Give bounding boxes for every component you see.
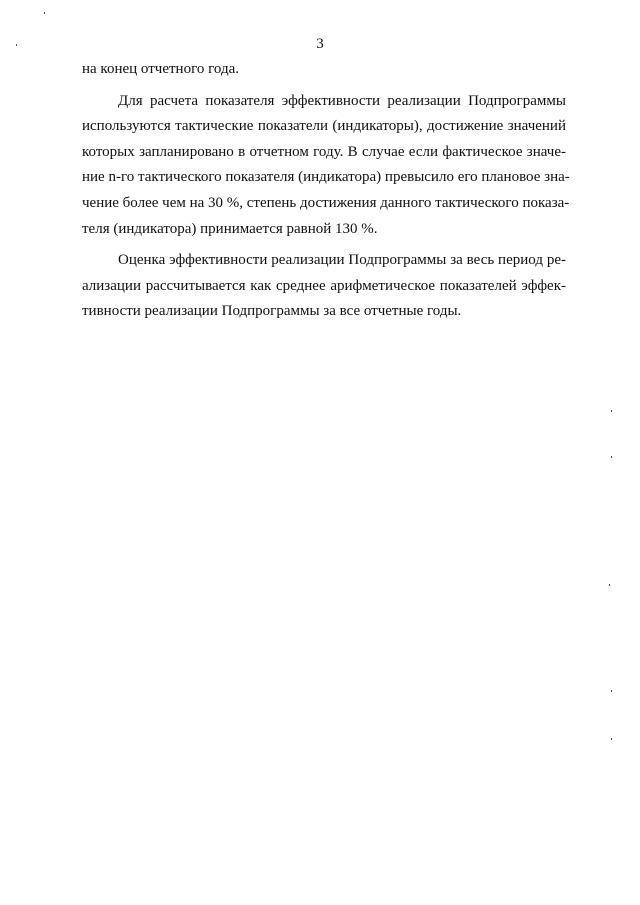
document-body — [82, 57, 570, 325]
scan-speck — [611, 410, 612, 412]
scan-speck — [611, 690, 612, 692]
paragraph-line: Для расчета показателя эффективности реализации Подпрограммы — [118, 92, 566, 109]
paragraph-line: на конец отчетного года. — [82, 61, 239, 77]
scan-speck — [609, 584, 610, 586]
paragraph-line: которых запланировано в отчетном году. В случае если фактическое значе- — [82, 143, 566, 160]
paragraph-1 — [82, 57, 566, 83]
scan-speck — [611, 738, 612, 740]
paragraph-3 — [82, 248, 566, 325]
paragraph-line: используются тактические показатели (индикаторы), достижение значений — [82, 118, 566, 135]
paragraph-line: ние n-го тактического показателя (индикатора) превысило его плановое зна- — [82, 169, 570, 186]
scan-speck — [16, 44, 17, 46]
paragraph-line: теля (индикатора) принимается равной 130 %. — [82, 220, 378, 237]
paragraph-line: Оценка эффективности реализации Подпрограммы за весь период ре- — [118, 252, 566, 269]
paragraph-line: тивности реализации Подпрограммы за все отчетные годы. — [82, 303, 462, 320]
scan-speck — [44, 12, 45, 14]
page-number: 3 — [316, 36, 324, 52]
paragraph-line: ализации рассчитывается как среднее арифметическое показателей эффек- — [82, 277, 566, 294]
paragraph-2 — [82, 89, 570, 243]
scan-speck — [611, 456, 612, 458]
paragraph-line: чение более чем на 30 %, степень достижения данного тактического показа- — [82, 194, 570, 211]
